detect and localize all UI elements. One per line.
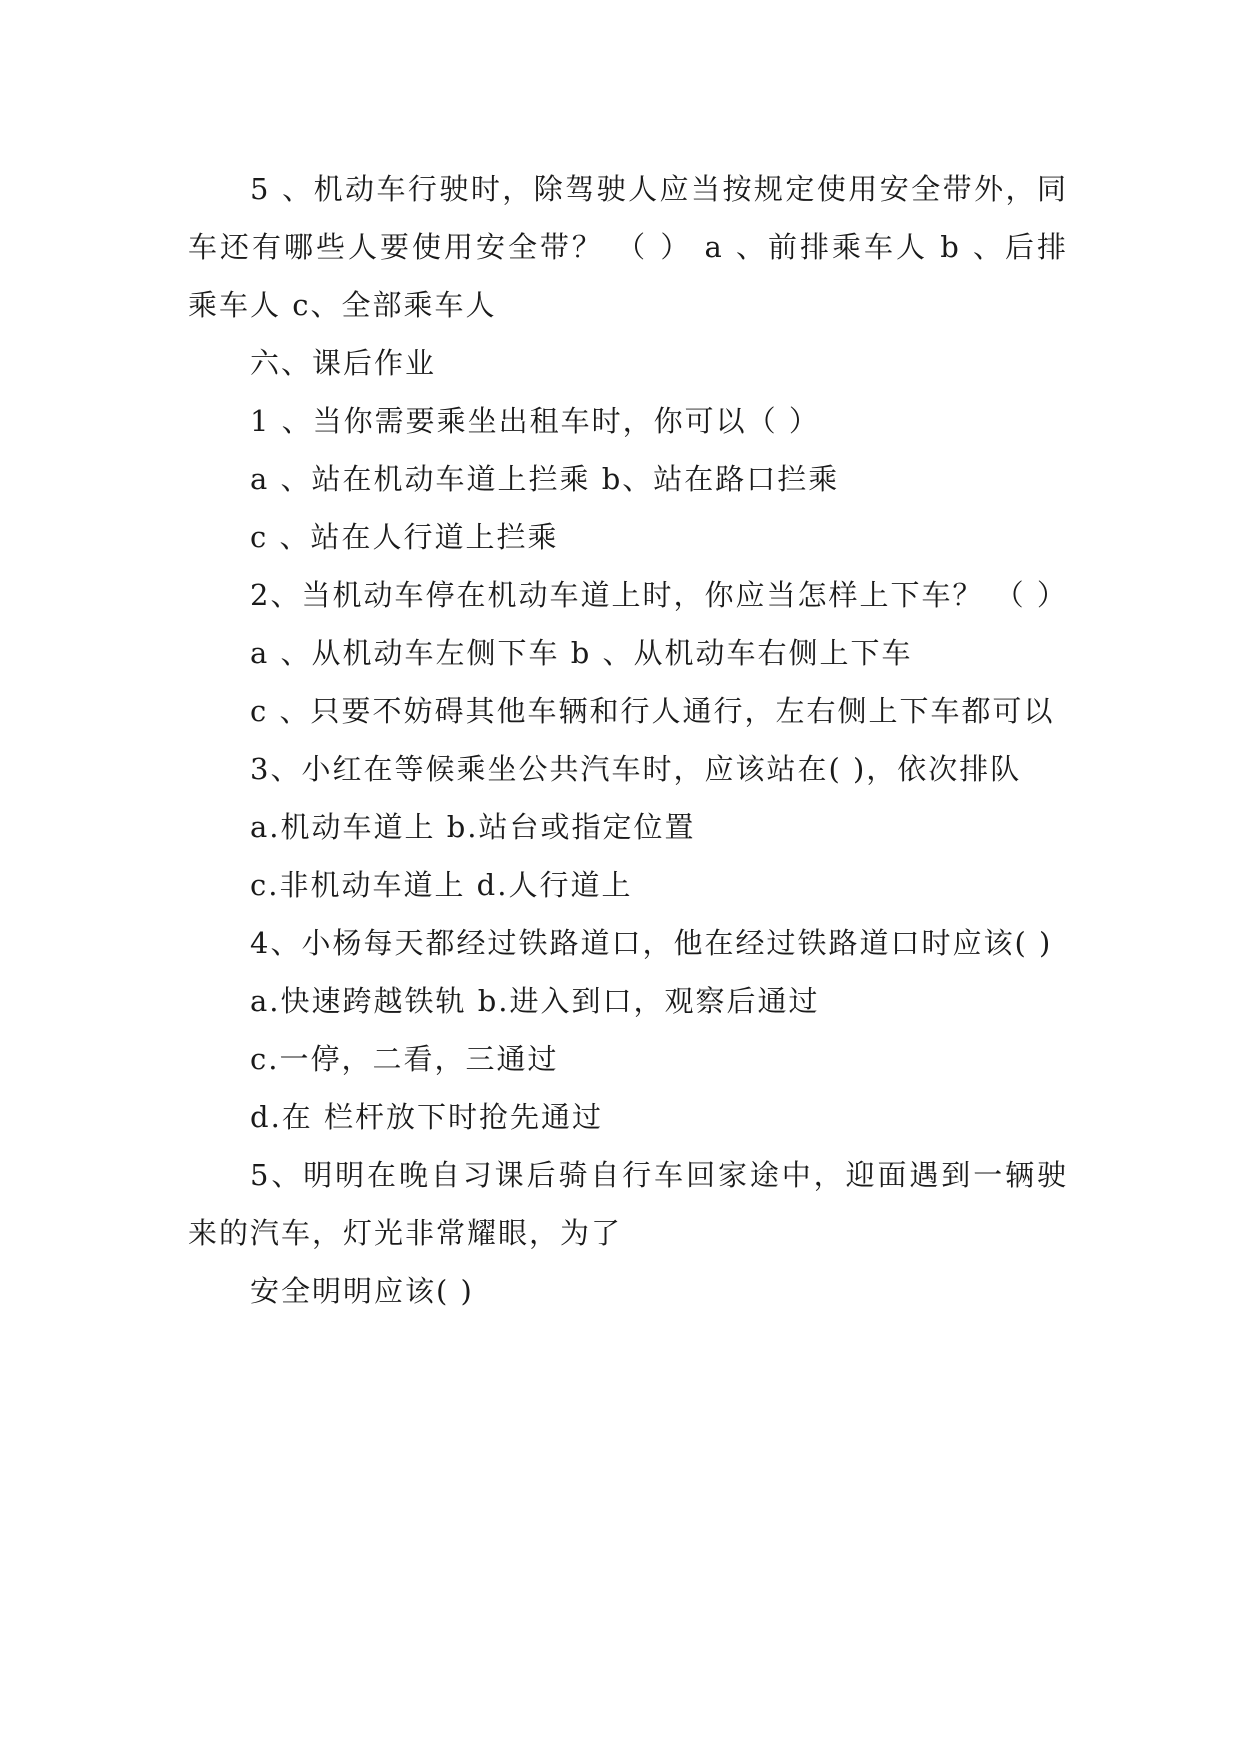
homework-question-2: 2、当机动车停在机动车道上时，你应当怎样上下车？ （ ） [250,578,1068,612]
homework-q1-option-c: c 、站在人行道上拦乘 [250,520,559,554]
homework-question-3: 3、小红在等候乘坐公共汽车时，应该站在( )，依次排队 [250,752,1022,786]
homework-question-4: 4、小杨每天都经过铁路道口，他在经过铁路道口时应该( ) [250,926,1053,960]
homework-question-1: 1 、当你需要乘坐出租车时，你可以（ ） [250,404,820,438]
homework-q4-options-ab: a.快速跨越铁轨 b.进入到口，观察后通过 [250,984,820,1018]
homework-question-5: 5、明明在晚自习课后骑自行车回家途中，迎面遇到一辆驶来的汽车，灯光非常耀眼，为了 [188,1158,1068,1250]
homework-q2-option-c: c 、只要不妨碍其他车辆和行人通行，左右侧上下车都可以 [250,694,1055,728]
homework-q4-option-d: d.在 栏杆放下时抢先通过 [250,1100,604,1134]
question-5-seatbelt: 5 、机动车行驶时，除驾驶人应当按规定使用安全带外，同车还有哪些人要使用安全带？ （ ） a 、前排乘车人 b 、后排乘车人 c、全部乘车人 [188,172,1068,322]
homework-q1-options-ab: a 、站在机动车道上拦乘 b、站在路口拦乘 [250,462,840,496]
document-body [188,160,1068,1320]
homework-q5-continuation: 安全明明应该( ) [250,1274,474,1308]
homework-q3-options-cd: c.非机动车道上 d.人行道上 [250,868,633,902]
section-heading-homework: 六、课后作业 [250,346,437,380]
homework-q4-option-c: c.一停，二看，三通过 [250,1042,559,1076]
homework-q3-options-ab: a.机动车道上 b.站台或指定位置 [250,810,696,844]
homework-q2-options-ab: a 、从机动车左侧下车 b 、从机动车右侧上下车 [250,636,913,670]
